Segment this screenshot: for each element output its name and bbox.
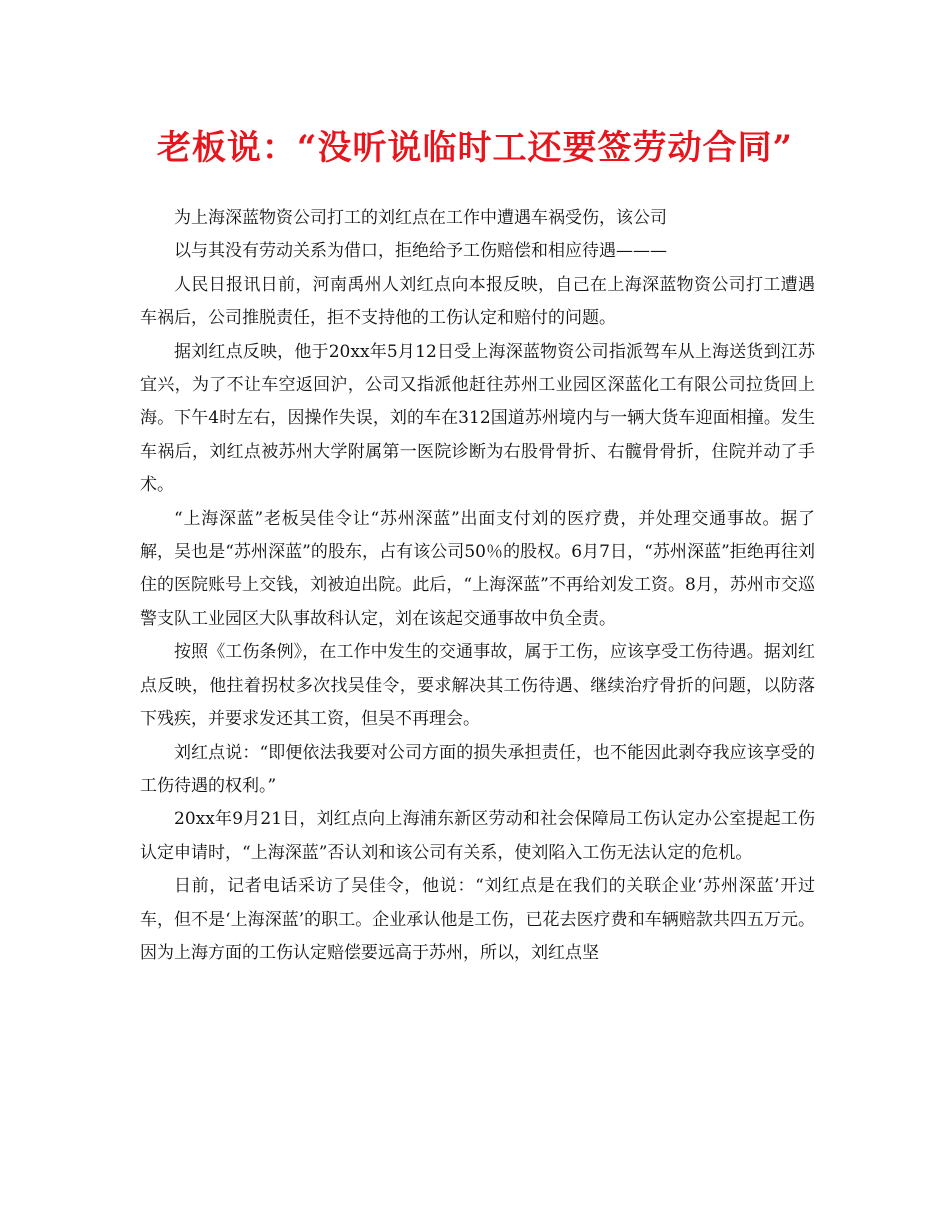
paragraph-intro-1: 为上海深蓝物资公司打工的刘红点在工作中遭遇车祸受伤，该公司 <box>174 208 667 228</box>
document-title: 老板说：“没听说临时工还要签劳动合同” <box>156 128 794 168</box>
paragraph-news-lead: 人民日报讯日前，河南禹州人刘红点向本报反映，自己在上海深蓝物资公司打工遭遇车祸后，公司推脱责任，拒不支持他的工伤认定和赔付的问题。 <box>140 274 815 329</box>
paragraph-quote: 刘红点说：“即便依法我要对公司方面的损失承担责任，也不能因此剥夺我应该享受的工伤待遇的权利。” <box>140 742 815 796</box>
document-body <box>140 202 815 970</box>
paragraph-intro-2: 以与其没有劳动关系为借口，拒绝给予工伤赔偿和相应待遇——— <box>174 241 667 262</box>
paragraph-application: 20xx年9月21日，刘红点向上海浦东新区劳动和社会保障局工伤认定办公室提起工伤认定申请时，“上海深蓝”否认刘和该公司有关系，使刘陷入工伤无法认定的危机。 <box>140 809 815 863</box>
paragraph-accident: 据刘红点反映，他于20xx年5月12日受上海深蓝物资公司指派驾车从上海送货到江苏宜兴，为了不让车空返回沪，公司又指派他赶往苏州工业园区深蓝化工有限公司拉货回上海。下午4时左右，因操作失误，刘的车在312国道苏州境内与一辆大货车迎面相撞。发生车祸后，刘红点被苏州大学附属第一医院诊断为右股骨骨折、右髋骨骨折，住院并动了手术。 <box>140 341 815 496</box>
paragraph-regulation: 按照《工伤条例》，在工作中发生的交通事故，属于工伤，应该享受工伤待遇。据刘红点反映，他拄着拐杖多次找吴佳令，要求解决其工伤待遇、继续治疗骨折的问题，以防落下残疾，并要求发还其工资，但吴不再理会。 <box>140 642 815 730</box>
paragraph-interview: 日前，记者电话采访了吴佳令，他说：“刘红点是在我们的关联企业‘苏州深蓝’开过车，但不是‘上海深蓝’的职工。企业承认他是工伤，已花去医疗费和车辆赔款共四五万元。因为上海方面的工伤认定赔偿要远高于苏州，所以，刘红点坚 <box>140 876 815 963</box>
paragraph-boss-response: “上海深蓝”老板吴佳令让“苏州深蓝”出面支付刘的医疗费，并处理交通事故。据了解，吴也是“苏州深蓝”的股东，占有该公司50％的股权。6月7日，“苏州深蓝”拒绝再往刘住的医院账号上交钱，刘被迫出院。此后，“上海深蓝”不再给刘发工资。8月，苏州市交巡警支队工业园区大队事故科认定，刘在该起交通事故中负全责。 <box>140 508 815 629</box>
